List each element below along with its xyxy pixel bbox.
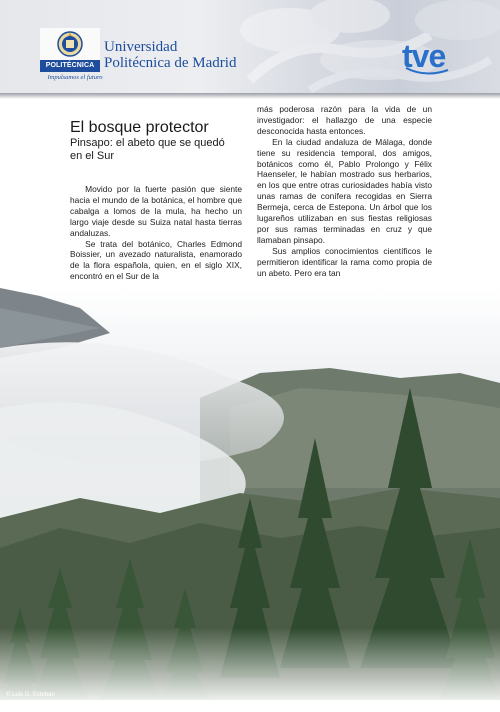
paragraph: Sus amplios conocimientos científicos le permitieron identificar la rama como propia de un abeto. Pero era tan <box>257 245 432 278</box>
crest-icon <box>56 30 84 58</box>
tve-swoosh-icon <box>404 66 450 76</box>
paragraph: Se trata del botánico, Charles Edmond Boissier, un avezado naturalista, enamorado de la flora española, quien, en el siglo XIX, encontró en el Sur de la <box>70 238 242 282</box>
photo-credit: © Luis G. Esteban <box>6 692 55 698</box>
article-column-right <box>257 104 432 279</box>
paragraph: En la ciudad andaluza de Málaga, donde tiene su residencia temporal, dos amigos, botánicos como él, Pablo Prolongo y Félix Haenseler, le habían mostrado sus herbarios, en los que entre otras curiosidades había visto unas ramas de conífera recogidas en Sierra Bermeja, cerca de Estepona. Un árbol que los lugareños utilizaban en sus fiestas religiosas por sus ramas terminadas en cruz y que llamaban pinsapo. <box>257 136 432 245</box>
article-subtitle: Pinsapo: el abeto que se quedó en el Sur <box>70 137 225 162</box>
header-shadow <box>0 93 500 99</box>
article-column-left <box>70 184 242 282</box>
hands-background-image <box>230 0 500 93</box>
tve-logo: tve <box>402 38 446 74</box>
header-band <box>0 0 500 93</box>
university-name-line2: Politécnica de Madrid <box>104 55 237 71</box>
paragraph: Movido por la fuerte pasión que siente hacia el mundo de la botánica, el hombre que cabalga a lomos de la mula, ha hecho un largo viaje desde su Suiza natal hasta tierras andaluzas. <box>70 184 242 238</box>
university-name-line1: Universidad <box>104 39 178 55</box>
logo-tagline: Impulsamos el futuro <box>47 74 103 81</box>
upm-logo <box>40 28 100 72</box>
logo-band-text: POLITÉCNICA <box>45 62 95 69</box>
article-title: El bosque protector <box>70 119 209 136</box>
paragraph: más poderosa razón para la vida de un investigador: el hallazgo de una especie desconocida hasta entonces. <box>257 104 432 136</box>
forest-photo <box>0 288 500 700</box>
logo-band <box>40 60 100 72</box>
